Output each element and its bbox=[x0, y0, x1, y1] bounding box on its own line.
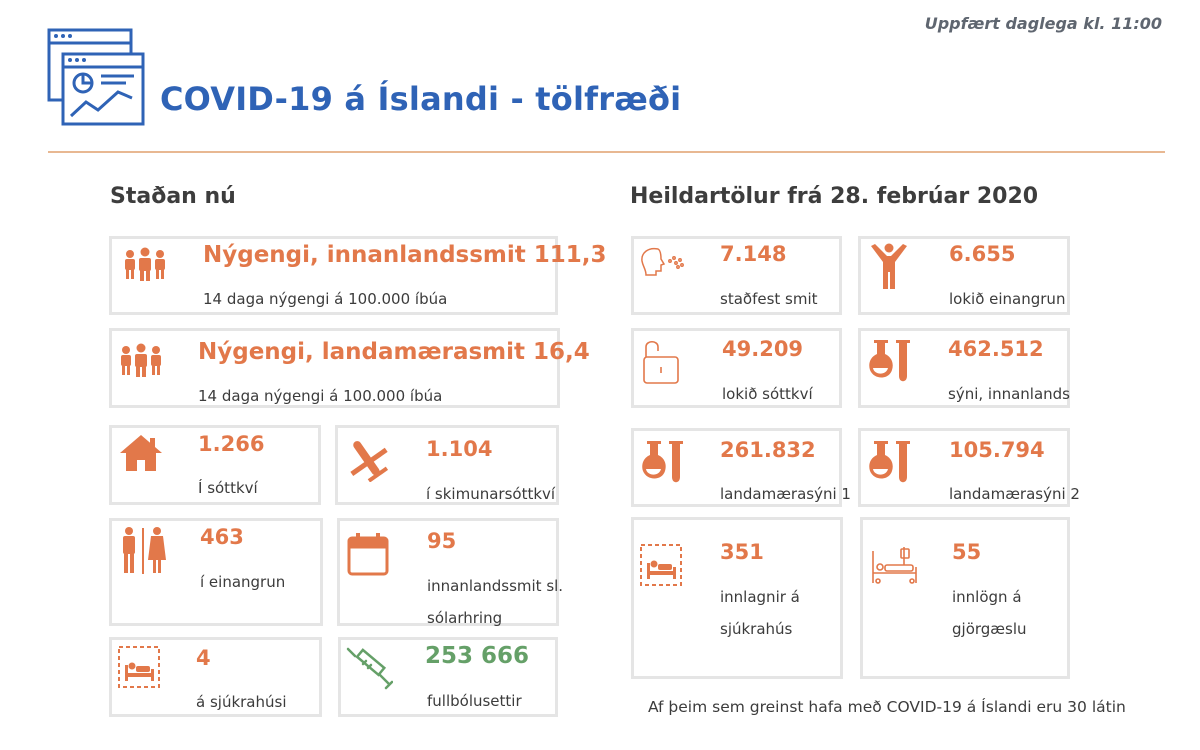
group-icon bbox=[122, 247, 168, 285]
card-border-samples-1 bbox=[631, 428, 851, 507]
border-samples-1-label: landamærasýni 1 bbox=[720, 485, 851, 503]
man-woman-icon bbox=[118, 526, 168, 580]
icu-label-line1: innlögn á bbox=[952, 588, 1022, 606]
quarantine-done-label: lokið sóttkví bbox=[722, 385, 813, 403]
calendar-icon bbox=[346, 531, 390, 581]
isolation-label: í einangrun bbox=[200, 573, 286, 591]
card-screening-quarantine bbox=[335, 425, 559, 505]
test-tubes-icon bbox=[866, 439, 912, 491]
border-samples-1-value: 261.832 bbox=[720, 438, 816, 462]
deaths-note: Af þeim sem greinst hafa með COVID-19 á Íslandi eru 30 látin bbox=[648, 698, 1126, 716]
recovered-value: 6.655 bbox=[949, 242, 1016, 266]
unlocked-padlock-icon bbox=[640, 337, 684, 389]
statistics-logo-icon bbox=[46, 26, 146, 128]
card-confirmed bbox=[631, 236, 842, 315]
icu-value: 55 bbox=[952, 540, 982, 564]
incidence-domestic-value: Nýgengi, innanlandssmit 111,3 bbox=[203, 242, 607, 268]
card-recovered bbox=[858, 236, 1070, 315]
card-icu bbox=[860, 517, 1070, 679]
card-samples-domestic bbox=[858, 328, 1070, 408]
card-admitted bbox=[631, 517, 843, 679]
samples-domestic-label: sýni, innanlands bbox=[948, 385, 1070, 403]
admitted-value: 351 bbox=[720, 540, 764, 564]
confirmed-value: 7.148 bbox=[720, 242, 787, 266]
card-incidence-domestic bbox=[109, 236, 607, 315]
page-title: COVID-19 á Íslandi - tölfræði bbox=[160, 80, 682, 118]
icu-bed-icon bbox=[870, 545, 920, 589]
quarantine-label: Í sóttkví bbox=[198, 479, 258, 497]
card-quarantine-done bbox=[631, 328, 842, 408]
house-icon bbox=[118, 433, 164, 477]
samples-domestic-value: 462.512 bbox=[948, 337, 1044, 361]
incidence-border-label: 14 daga nýgengi á 100.000 íbúa bbox=[198, 387, 443, 405]
update-note: Uppfært daglega kl. 11:00 bbox=[924, 14, 1162, 33]
domestic-day-label-line1: innanlandssmit sl. bbox=[427, 577, 564, 595]
screening-quarantine-label: í skimunarsóttkví bbox=[426, 485, 556, 503]
hospital-value: 4 bbox=[196, 646, 211, 670]
admitted-label-line2: sjúkrahús bbox=[720, 620, 793, 638]
hospital-bed-icon bbox=[117, 645, 161, 693]
card-vaccinated bbox=[338, 637, 558, 717]
card-domestic-day bbox=[337, 518, 564, 627]
group-icon bbox=[118, 343, 164, 381]
card-incidence-border bbox=[109, 328, 590, 408]
hospital-bed-icon bbox=[639, 543, 683, 591]
incidence-domestic-label: 14 daga nýgengi á 100.000 íbúa bbox=[203, 290, 448, 308]
confirmed-label: staðfest smit bbox=[720, 290, 818, 308]
airplane-icon bbox=[344, 436, 390, 486]
card-isolation bbox=[109, 518, 323, 626]
card-border-samples-2 bbox=[858, 428, 1080, 507]
quarantine-value: 1.266 bbox=[198, 432, 265, 456]
incidence-border-value: Nýgengi, landamærasmit 16,4 bbox=[198, 339, 590, 365]
isolation-value: 463 bbox=[200, 525, 244, 549]
test-tubes-icon bbox=[639, 439, 685, 491]
card-quarantine bbox=[109, 425, 321, 505]
section-heading-current: Staðan nú bbox=[110, 184, 236, 209]
header-divider bbox=[48, 151, 1165, 153]
hospital-label: á sjúkrahúsi bbox=[196, 693, 287, 711]
border-samples-2-label: landamærasýni 2 bbox=[949, 485, 1080, 503]
admitted-label-line1: innlagnir á bbox=[720, 588, 800, 606]
domestic-day-label-line2: sólarhring bbox=[427, 609, 503, 627]
border-samples-2-value: 105.794 bbox=[949, 438, 1045, 462]
section-heading-totals: Heildartölur frá 28. febrúar 2020 bbox=[630, 184, 1039, 209]
screening-quarantine-value: 1.104 bbox=[426, 437, 493, 461]
syringe-icon bbox=[345, 644, 393, 696]
recovered-label: lokið einangrun bbox=[949, 290, 1066, 308]
domestic-day-value: 95 bbox=[427, 529, 457, 553]
icu-label-line2: gjörgæslu bbox=[952, 620, 1027, 638]
card-hospital bbox=[109, 637, 322, 717]
person-arms-up-icon bbox=[869, 242, 909, 294]
quarantine-done-value: 49.209 bbox=[722, 337, 804, 361]
vaccinated-label: fullbólusettir bbox=[427, 692, 522, 710]
test-tubes-icon bbox=[866, 338, 912, 390]
vaccinated-value: 253 666 bbox=[425, 643, 530, 669]
cough-icon bbox=[638, 245, 688, 283]
